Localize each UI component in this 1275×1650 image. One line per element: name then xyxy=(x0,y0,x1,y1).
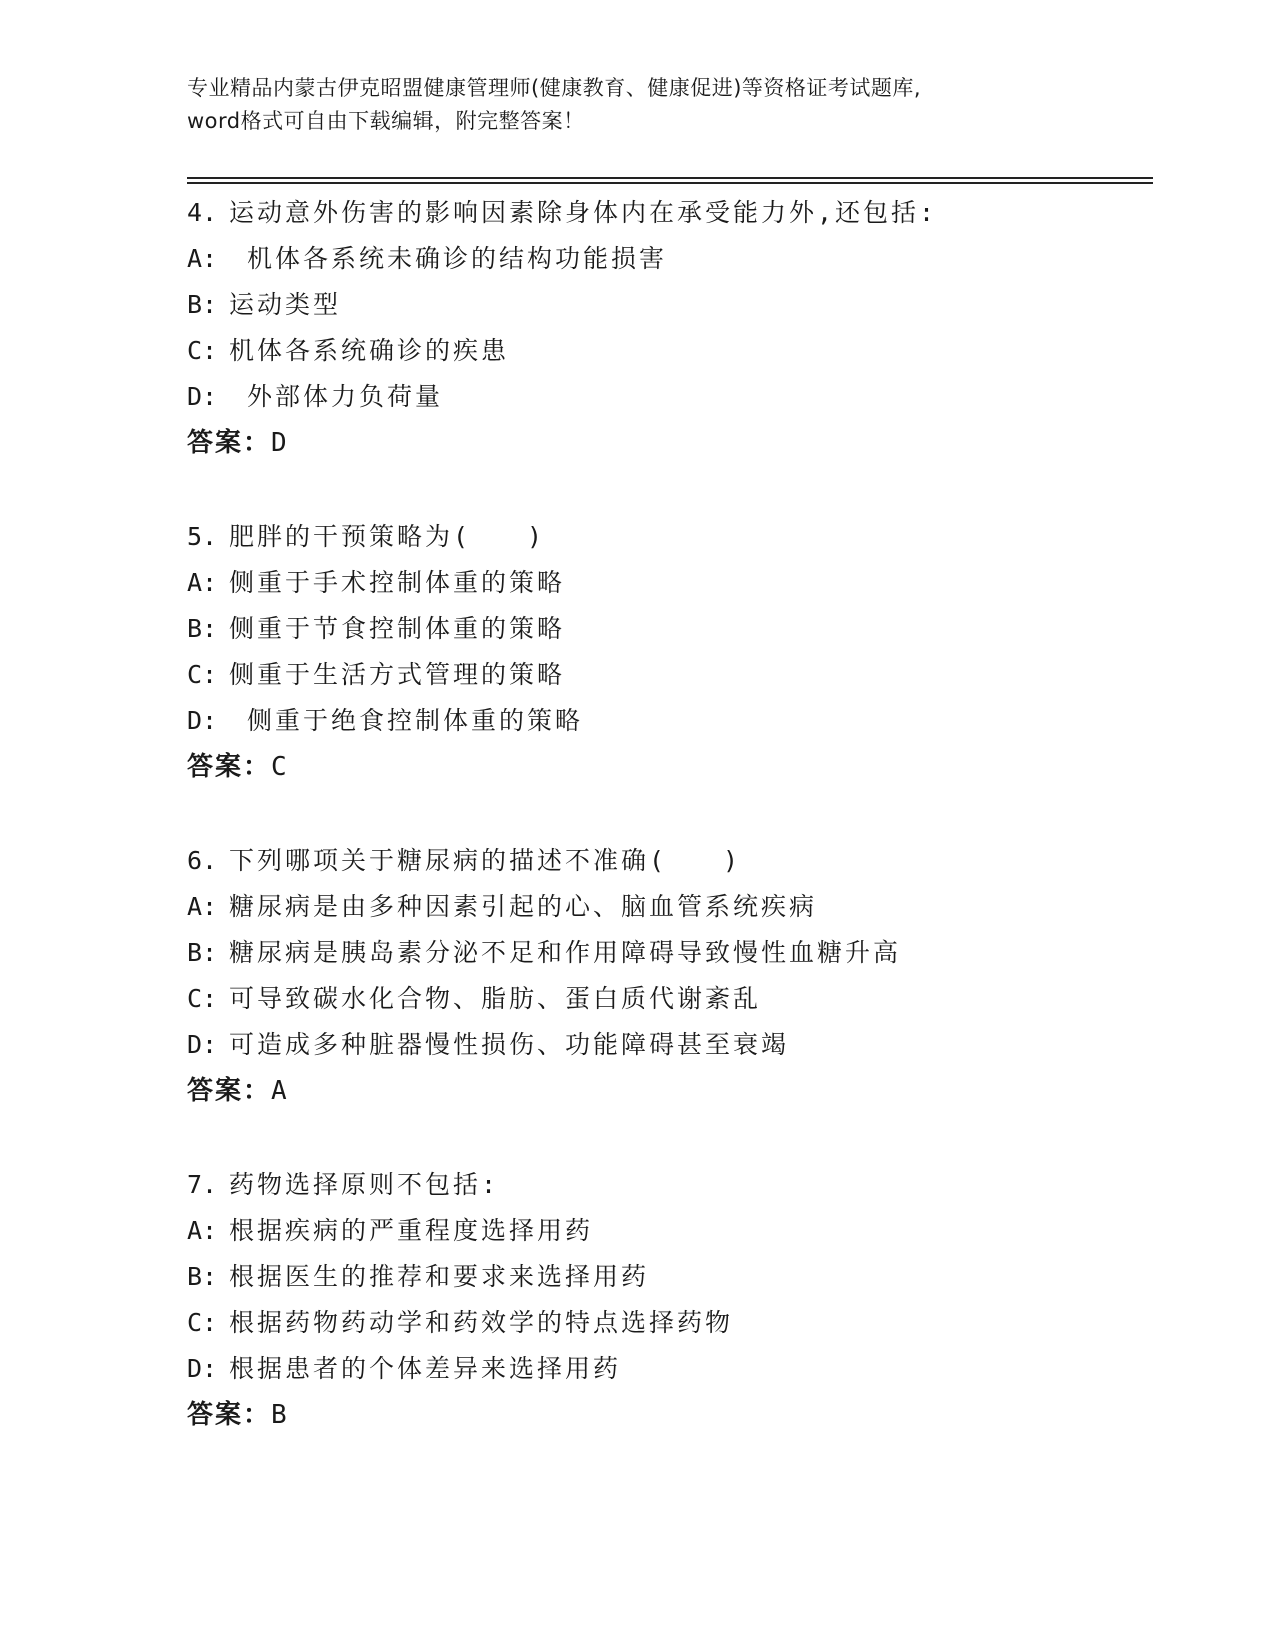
option-a xyxy=(187,884,1187,930)
option-key: D: xyxy=(187,1030,218,1059)
question-4 xyxy=(187,190,1187,466)
option-text: 运动类型 xyxy=(229,290,342,319)
option-key: A: xyxy=(187,244,218,273)
option-text: 根据患者的个体差异来选择用药 xyxy=(229,1354,622,1383)
option-key: C: xyxy=(187,1308,218,1337)
question-number: 6. xyxy=(187,846,218,875)
question-7 xyxy=(187,1162,1187,1438)
question-5 xyxy=(187,514,1187,790)
header-divider-top xyxy=(187,177,1153,179)
question-text: 运动意外伤害的影响因素除身体内在承受能力外,还包括: xyxy=(229,198,938,227)
question-stem xyxy=(187,838,1187,884)
question-text: 下列哪项关于糖尿病的描述不准确( ) xyxy=(229,846,742,875)
answer-value: C xyxy=(271,752,289,782)
question-number: 5. xyxy=(187,522,218,551)
document-header xyxy=(187,72,1087,138)
answer-label: 答案： xyxy=(187,1400,272,1430)
answer-line xyxy=(187,1068,1187,1114)
option-text: 根据医生的推荐和要求来选择用药 xyxy=(229,1262,650,1291)
option-key: B: xyxy=(187,290,218,319)
option-a xyxy=(187,560,1187,606)
option-c xyxy=(187,652,1187,698)
answer-value: D xyxy=(271,428,289,458)
option-key: D: xyxy=(187,1354,218,1383)
option-b xyxy=(187,282,1187,328)
question-number: 4. xyxy=(187,198,218,227)
option-c xyxy=(187,1300,1187,1346)
option-key: C: xyxy=(187,660,218,689)
option-b xyxy=(187,1254,1187,1300)
option-text: 机体各系统确诊的疾患 xyxy=(229,336,510,365)
header-line-2: word格式可自由下载编辑，附完整答案！ xyxy=(187,109,585,133)
option-key: A: xyxy=(187,568,218,597)
option-b xyxy=(187,606,1187,652)
option-key: D: xyxy=(187,382,218,411)
option-key: A: xyxy=(187,1216,218,1245)
question-stem xyxy=(187,190,1187,236)
question-text: 药物选择原则不包括: xyxy=(229,1170,500,1199)
option-text: 可造成多种脏器慢性损伤、功能障碍甚至衰竭 xyxy=(229,1030,790,1059)
answer-value: A xyxy=(271,1076,289,1106)
option-d xyxy=(187,1346,1187,1392)
option-a xyxy=(187,1208,1187,1254)
answer-label: 答案： xyxy=(187,752,272,782)
option-text: 可导致碳水化合物、脂肪、蛋白质代谢紊乱 xyxy=(229,984,762,1013)
option-text: 外部体力负荷量 xyxy=(229,382,444,411)
option-a xyxy=(187,236,1187,282)
answer-label: 答案： xyxy=(187,428,272,458)
option-key: B: xyxy=(187,1262,218,1291)
header-divider-bottom xyxy=(187,182,1153,184)
option-text: 侧重于绝食控制体重的策略 xyxy=(229,706,584,735)
option-text: 糖尿病是胰岛素分泌不足和作用障碍导致慢性血糖升高 xyxy=(229,938,902,967)
question-stem xyxy=(187,514,1187,560)
option-key: B: xyxy=(187,614,218,643)
option-c xyxy=(187,976,1187,1022)
option-text: 机体各系统未确诊的结构功能损害 xyxy=(229,244,668,273)
option-d xyxy=(187,1022,1187,1068)
option-key: D: xyxy=(187,706,218,735)
option-c xyxy=(187,328,1187,374)
option-key: A: xyxy=(187,892,218,921)
option-text: 侧重于手术控制体重的策略 xyxy=(229,568,566,597)
option-key: C: xyxy=(187,336,218,365)
question-number: 7. xyxy=(187,1170,218,1199)
option-text: 糖尿病是由多种因素引起的心、脑血管系统疾病 xyxy=(229,892,818,921)
option-key: B: xyxy=(187,938,218,967)
option-d xyxy=(187,698,1187,744)
option-text: 侧重于生活方式管理的策略 xyxy=(229,660,566,689)
option-b xyxy=(187,930,1187,976)
header-line-1: 专业精品内蒙古伊克昭盟健康管理师(健康教育、健康促进)等资格证考试题库, xyxy=(187,76,922,100)
answer-line xyxy=(187,1392,1187,1438)
option-text: 侧重于节食控制体重的策略 xyxy=(229,614,566,643)
answer-value: B xyxy=(271,1400,289,1430)
option-d xyxy=(187,374,1187,420)
answer-line xyxy=(187,744,1187,790)
option-text: 根据药物药动学和药效学的特点选择药物 xyxy=(229,1308,734,1337)
question-stem xyxy=(187,1162,1187,1208)
option-key: C: xyxy=(187,984,218,1013)
option-text: 根据疾病的严重程度选择用药 xyxy=(229,1216,594,1245)
question-6 xyxy=(187,838,1187,1114)
answer-label: 答案： xyxy=(187,1076,272,1106)
answer-line xyxy=(187,420,1187,466)
question-text: 肥胖的干预策略为( ) xyxy=(229,522,546,551)
question-list xyxy=(187,190,1187,1486)
